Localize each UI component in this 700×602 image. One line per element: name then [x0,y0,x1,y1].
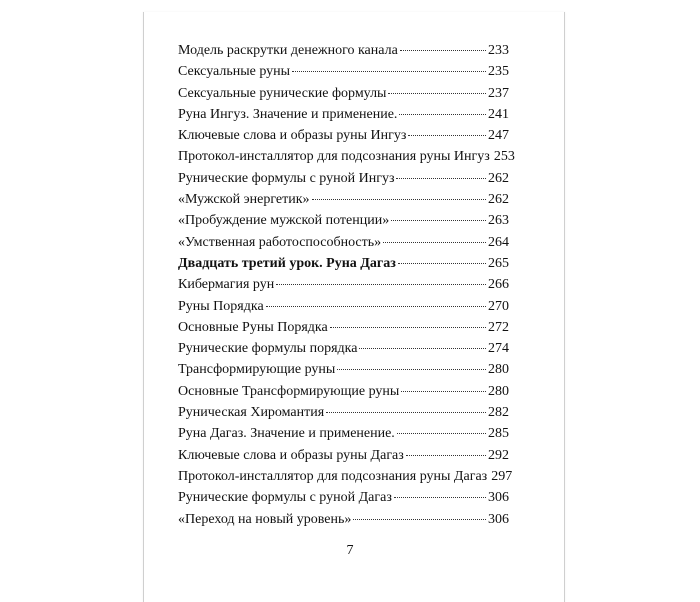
dot-leader [326,412,486,413]
toc-entry-title: Рунические формулы порядка [178,341,358,357]
dot-leader [399,114,486,115]
toc-entry-page: 280 [488,383,509,399]
toc-entry-title: Кибермагия рун [178,277,275,293]
dot-leader [400,50,486,51]
toc-entry [178,423,509,444]
toc-entry-page: 280 [488,362,509,378]
toc-entry-title: Ключевые слова и образы руны Ингуз [178,128,407,144]
toc-entry-title: Модель раскрутки денежного канала [178,43,398,58]
toc-entry [178,466,513,487]
toc-entry [178,104,509,125]
toc-entry-page: 235 [488,64,509,80]
dot-leader [396,178,486,179]
dot-leader [337,369,486,370]
toc-entry [178,125,509,146]
toc-entry-title: Основные Руны Порядка [178,319,328,335]
toc-entry-title: Руническая Хиромантия [178,405,325,421]
toc-entry-title: Сексуальные рунические формулы [178,85,387,101]
toc-entry-title: Протокол-инсталлятор для подсознания руны Ингуз [178,149,490,165]
toc-entry-title: «Пробуждение мужской потенции» [178,213,390,229]
toc-entry-title: Ключевые слова и образы руны Дагаз [178,447,404,463]
toc-entry [178,274,509,295]
toc-entry-title: Основные Трансформирующие руны [178,383,400,399]
dot-leader [408,135,486,136]
dot-leader [359,348,486,349]
page-number: 7 [346,543,354,558]
dot-leader [353,519,486,520]
toc-entry-page: 306 [488,511,509,527]
dot-leader [388,93,486,94]
toc-entry [178,61,509,82]
toc-entry-page: 282 [488,405,509,421]
toc-entry-page: 263 [488,213,509,229]
toc-entry-page: 270 [488,298,509,314]
toc-entry-page: 274 [488,341,509,357]
toc-entry-title: Двадцать третий урок. Руна Дагаз [178,255,396,271]
dot-leader [391,220,486,221]
toc-entry-title: Руна Дагаз. Значение и применение. [178,426,395,442]
toc-entry [178,445,509,466]
toc-entry [178,40,509,61]
toc-entry-title: «Переход на новый уровень» [178,511,352,527]
toc-entry-page: 253 [493,149,515,165]
toc-entry [178,146,515,167]
dot-leader [398,263,486,264]
toc-entry-page: 272 [488,319,509,335]
dot-leader [406,455,486,456]
dot-leader [292,71,486,72]
toc-entry [178,338,509,359]
toc-entry [178,189,509,210]
dot-leader [312,199,486,200]
dot-leader [330,327,486,328]
toc-entry-page: 262 [488,192,509,208]
toc-entry [178,296,509,317]
dot-leader [394,497,486,498]
toc-entry [178,253,509,274]
toc-entry-page: 237 [488,85,509,101]
toc-entry-page: 233 [488,43,509,58]
toc-entry-page: 285 [488,426,509,442]
toc-entry [178,210,509,231]
toc-entry [178,359,509,380]
dot-leader [397,433,486,434]
toc-entry [178,317,509,338]
dot-leader [276,284,486,285]
dot-leader [401,391,486,392]
toc-entry-page: 247 [488,128,509,144]
table-of-contents [178,40,515,530]
toc-entry-title: Руны Порядка [178,298,264,314]
toc-entry-page: 297 [491,468,513,484]
toc-entry-page: 262 [488,170,509,186]
dot-leader [266,306,486,307]
toc-entry [178,83,509,104]
toc-entry [178,402,509,423]
toc-entry-page: 264 [488,234,509,250]
dot-leader [383,242,486,243]
toc-entry [178,232,509,253]
toc-entry-title: «Мужской энергетик» [178,192,310,208]
toc-entry-title: Протокол-инсталлятор для подсознания руны Дагаз [178,468,488,484]
toc-entry [178,509,509,530]
toc-entry [178,168,509,189]
toc-entry [178,487,509,508]
toc-entry-title: Сексуальные руны [178,64,291,80]
toc-entry-page: 292 [488,447,509,463]
toc-entry-title: Рунические формулы с руной Ингуз [178,170,395,186]
toc-entry-page: 241 [488,106,509,122]
toc-entry-title: Рунические формулы с руной Дагаз [178,490,392,506]
toc-entry-page: 266 [488,277,509,293]
toc-entry [178,381,509,402]
toc-entry-page: 265 [488,255,509,271]
toc-entry-title: Руна Ингуз. Значение и применение. [178,106,398,122]
toc-entry-page: 306 [488,490,509,506]
toc-entry-title: Трансформирующие руны [178,362,336,378]
toc-entry-title: «Умственная работоспособность» [178,234,382,250]
